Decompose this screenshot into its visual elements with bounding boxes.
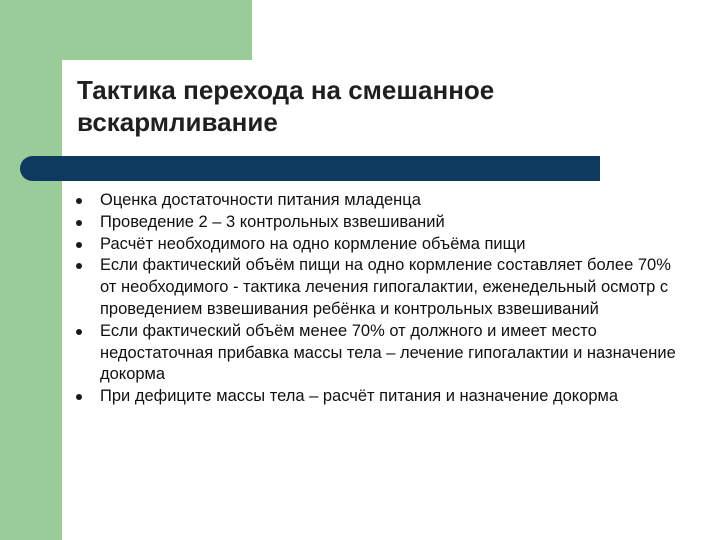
bullet-item xyxy=(76,255,676,320)
bullet-dot-icon xyxy=(76,329,82,335)
bullet-dot-icon xyxy=(76,394,82,400)
bullet-item xyxy=(76,386,676,408)
bullet-dot-icon xyxy=(76,263,82,269)
bullet-dot-icon xyxy=(76,198,82,204)
bullet-item xyxy=(76,321,676,386)
bullet-text: Если фактический объём пищи на одно кормление составляет более 70% от необходимого - тактика лечения гипогалактии, еженедельный осмотр с проведением взвешивания ребёнка и контрольных взвешиваний xyxy=(100,256,671,318)
bullet-item xyxy=(76,190,676,212)
bullet-item xyxy=(76,234,676,256)
bullet-text: Проведение 2 – 3 контрольных взвешиваний xyxy=(100,212,445,231)
bullet-text: Если фактический объём менее 70% от должного и имеет место недостаточная прибавка массы тела – лечение гипогалактии и назначение докорма xyxy=(100,321,676,384)
bullet-dot-icon xyxy=(76,220,82,226)
bullet-list xyxy=(76,190,676,408)
title-divider-bar xyxy=(20,156,600,181)
slide-title: Тактика перехода на смешанное вскармливание xyxy=(77,75,495,137)
bullet-item xyxy=(76,212,676,234)
bullet-text: Расчёт необходимого на одно кормление объёма пищи xyxy=(100,234,526,253)
bullet-dot-icon xyxy=(76,242,82,248)
bullet-text: При дефиците массы тела – расчёт питания и назначение докорма xyxy=(100,387,619,406)
bullet-text: Оценка достаточности питания младенца xyxy=(100,191,421,209)
